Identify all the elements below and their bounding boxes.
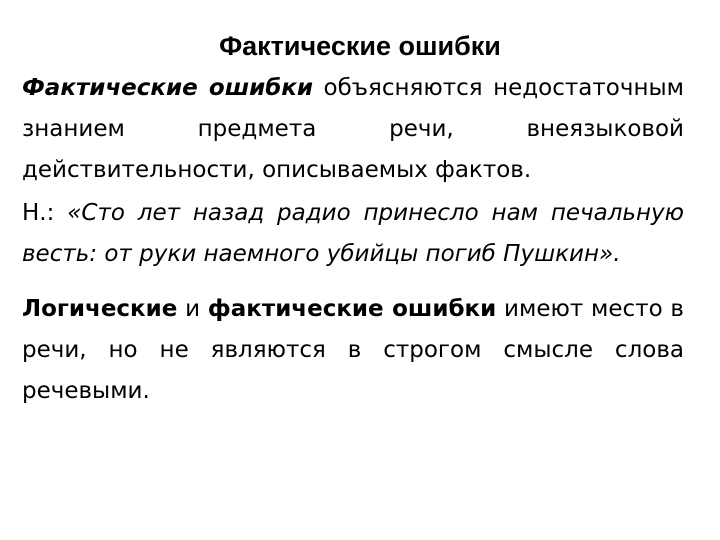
connector-text: и bbox=[177, 296, 208, 322]
term-logical: Логические bbox=[22, 296, 178, 322]
term-factual: фактические ошибки bbox=[207, 296, 497, 322]
conclusion-paragraph bbox=[22, 289, 684, 412]
example-quote: «Сто лет назад радио принесло нам печальную весть: от руки наемного убийцы погиб Пушкин». bbox=[22, 200, 685, 267]
slide-body bbox=[22, 68, 684, 412]
slide-title: Фактические ошибки bbox=[219, 31, 501, 61]
example-prefix: Н.: bbox=[22, 200, 68, 226]
example-paragraph bbox=[22, 193, 684, 275]
conclusion-text: имеют место в речи, но не являются в строгом смысле слова речевыми. bbox=[22, 296, 684, 404]
definition-paragraph bbox=[22, 68, 684, 191]
term-factual-errors: Фактические ошибки bbox=[22, 75, 314, 101]
definition-text: объясняются недостаточным знанием предмета речи, внеязыковой действительности, описываемых фактов. bbox=[22, 75, 685, 183]
